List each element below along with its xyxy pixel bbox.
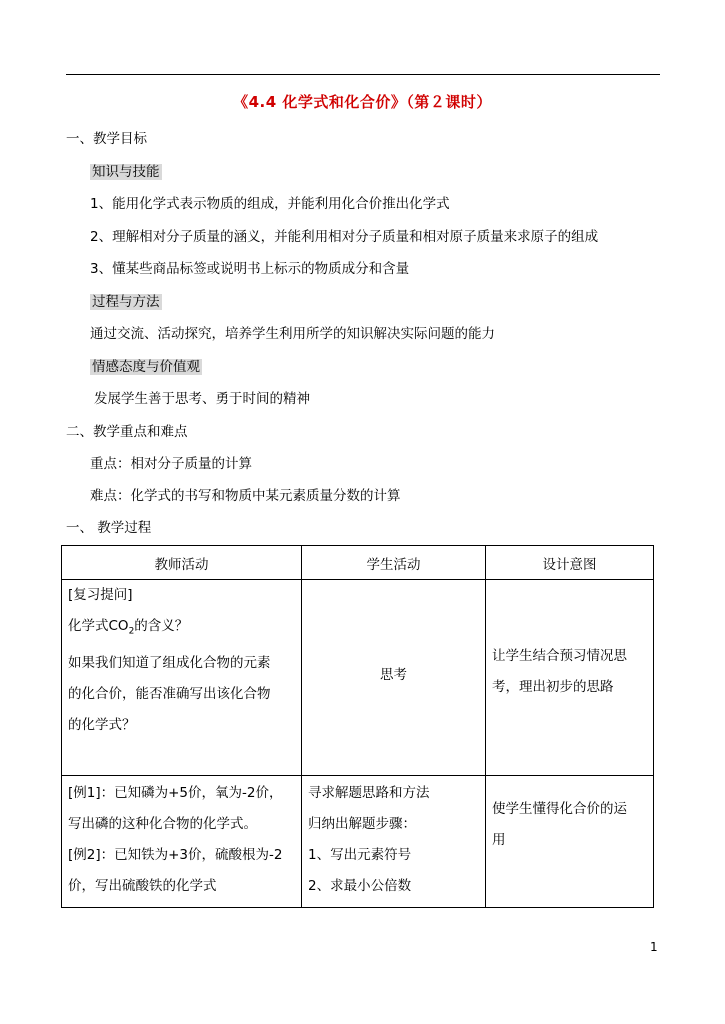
section-process-heading: 一、 教学过程 <box>66 520 152 536</box>
teacher-line: 如果我们知道了组成化合物的元素 <box>68 654 271 671</box>
subheading-knowledge <box>90 163 162 181</box>
header-teacher: 教师活动 <box>62 546 302 580</box>
teacher-cell <box>62 776 302 908</box>
teacher-text: 化学式CO <box>68 618 129 634</box>
goal-item-3: 3、懂某些商品标签或说明书上标示的物质成分和含量 <box>90 261 410 277</box>
teacher-line: [复习提问] <box>68 587 133 603</box>
subheading-process-text: 过程与方法 <box>92 294 160 310</box>
header-rule <box>66 74 660 75</box>
intent-line: 考，理出初步的思路 <box>492 678 614 695</box>
intent-line: 用 <box>492 832 506 848</box>
difficult-point: 难点：化学式的书写和物质中某元素质量分数的计算 <box>90 488 401 504</box>
page-title: 《4.4 化学式和化合价》（第２课时） <box>233 93 492 111</box>
goal-item-1: 1、能用化学式表示物质的组成，并能利用化合价推出化学式 <box>90 196 450 212</box>
intent-line: 让学生结合预习情况思 <box>492 647 627 664</box>
subheading-emotion <box>90 358 202 376</box>
student-cell <box>302 580 486 776</box>
student-line: 1、写出元素符号 <box>308 847 412 863</box>
intent-cell <box>486 580 654 776</box>
subheading-knowledge-text: 知识与技能 <box>92 164 160 180</box>
teacher-line: 的化学式？ <box>68 716 136 733</box>
emotion-text: 发展学生善于思考、勇于时间的精神 <box>94 391 310 407</box>
header-student: 学生活动 <box>302 546 486 580</box>
student-line: 2、求最小公倍数 <box>308 878 412 894</box>
teacher-cell <box>62 580 302 776</box>
teacher-line: 的化合价，能否准确写出该化合物 <box>68 685 271 702</box>
student-line: 归纳出解题步骤： <box>308 816 416 832</box>
teacher-text: 的含义？ <box>134 618 189 634</box>
teacher-line: [例1]：已知磷为+5价，氧为-2价， <box>68 785 283 801</box>
subheading-process <box>90 293 162 311</box>
intent-cell <box>486 776 654 908</box>
page-number: 1 <box>650 940 658 954</box>
student-text: 思考 <box>380 666 407 683</box>
student-cell <box>302 776 486 908</box>
student-line: 寻求解题思路和方法 <box>308 785 430 801</box>
goal-item-2: 2、理解相对分子质量的涵义，并能利用相对分子质量和相对原子质量来求原子的组成 <box>90 229 599 245</box>
subheading-emotion-text: 情感态度与价值观 <box>92 359 200 375</box>
teacher-line: 价，写出硫酸铁的化学式 <box>68 878 217 894</box>
header-intent: 设计意图 <box>486 546 654 580</box>
table-row <box>62 580 654 776</box>
teacher-line <box>68 611 295 648</box>
process-text: 通过交流、活动探究，培养学生利用所学的知识解决实际问题的能力 <box>90 326 495 342</box>
section-key-points-heading: 二、教学重点和难点 <box>66 424 188 440</box>
intent-line: 使学生懂得化合价的运 <box>492 801 627 817</box>
teacher-line: [例2]：已知铁为+3价，硫酸根为-2 <box>68 847 283 863</box>
teacher-line: 写出磷的这种化合物的化学式。 <box>68 816 257 832</box>
table-header-row <box>62 546 654 580</box>
teaching-process-table <box>61 545 654 908</box>
subscript: 2 <box>128 626 135 637</box>
table-row <box>62 776 654 908</box>
section-goals-heading: 一、教学目标 <box>66 131 147 147</box>
key-point: 重点：相对分子质量的计算 <box>90 456 252 472</box>
